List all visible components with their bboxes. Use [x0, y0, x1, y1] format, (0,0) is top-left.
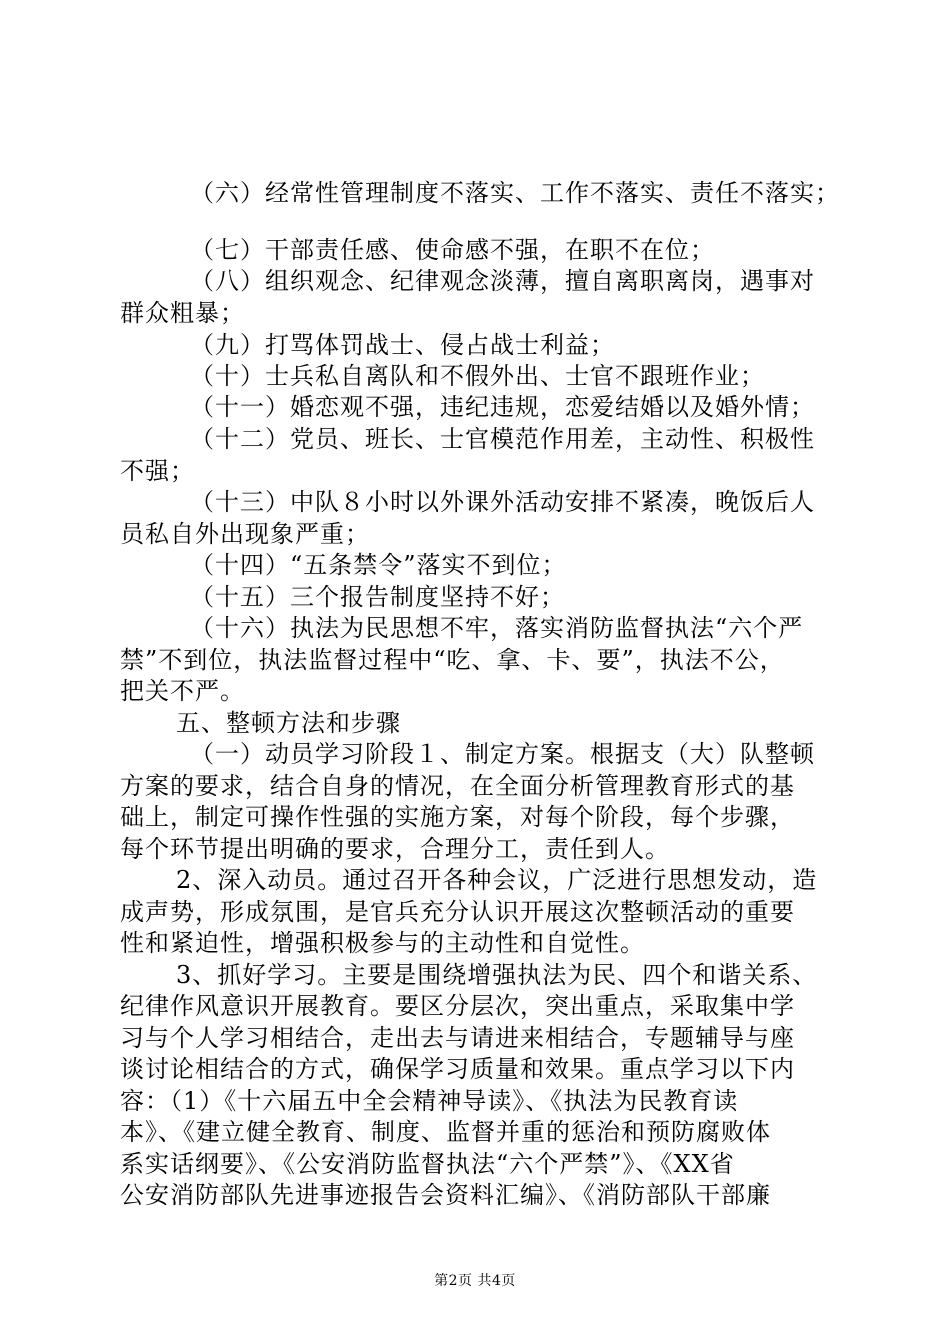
- text-line: 性和紧迫性，增强积极参与的主动性和自觉性。: [120, 929, 645, 957]
- text-line: 2、深入动员。通过召开各种会议，广泛进行思想发动，造: [176, 866, 818, 894]
- text-line: 容：（1）《十六届五中全会精神导读》、《执法为民教育读: [120, 1087, 739, 1115]
- text-line: 本》、《建立健全教育、制度、监督并重的惩治和预防腐败体: [120, 1118, 771, 1146]
- text-line: （十五）三个报告制度坚持不好；: [190, 583, 565, 611]
- text-line: 员私自外出现象严重；: [120, 520, 370, 548]
- text-line: 成声势，形成氛围，是官兵充分认识开展这次整顿活动的重要: [120, 898, 795, 926]
- text-line: （十一）婚恋观不强，违纪违规，恋爱结婚以及婚外情；: [190, 393, 815, 421]
- text-line: （九）打骂体罚战士、侵占战士利益；: [190, 331, 615, 359]
- text-line: （十六）执法为民思想不牢，落实消防监督执法“六个严: [190, 614, 804, 642]
- text-line: （七）干部责任感、使命感不强，在职不在位；: [190, 236, 715, 264]
- text-line: 不强；: [120, 457, 195, 485]
- section-heading: 五、整顿方法和步骤: [176, 709, 401, 737]
- text-line: 公安消防部队先进事迹报告会资料汇编》、《消防部队干部廉: [120, 1181, 771, 1209]
- text-line: （六）经常性管理制度不落实、工作不落实、责任不落实；: [190, 179, 840, 207]
- text-line: （十）士兵私自离队和不假外出、士官不跟班作业；: [190, 362, 765, 390]
- text-line: 习与个人学习相结合，走出去与请进来相结合，专题辅导与座: [120, 1024, 795, 1052]
- text-line: 方案的要求，结合自身的情况，在全面分析管理教育形式的基: [120, 772, 795, 800]
- text-line: 每个环节提出明确的要求，合理分工，责任到人。: [120, 835, 670, 863]
- text-line: 系实话纲要》、《公安消防监督执法“六个严禁”》、《XX省: [120, 1150, 735, 1178]
- text-line: 群众粗暴；: [120, 299, 245, 327]
- text-line: 禁”不到位，执法监督过程中“吃、拿、卡、要”，执法不公，: [120, 646, 785, 674]
- text-line: （一）动员学习阶段１、制定方案。根据支（大）队整顿: [190, 740, 815, 768]
- text-line: （八）组织观念、纪律观念淡薄，擅自离职离岗，遇事对: [190, 267, 815, 295]
- text-line: 3、抓好学习。主要是围绕增强执法为民、四个和谐关系、: [176, 961, 818, 989]
- text-line: （十二）党员、班长、士官模范作用差，主动性、积极性: [190, 425, 815, 453]
- text-line: （十三）中队８小时以外课外活动安排不紧凑，晚饭后人: [190, 488, 815, 516]
- text-line: 础上，制定可操作性强的实施方案，对每个阶段，每个步骤，: [120, 803, 795, 831]
- page-number: 第2页 共4页: [434, 1273, 516, 1289]
- text-line: 纪律作风意识开展教育。要区分层次，突出重点，采取集中学: [120, 992, 795, 1020]
- text-line: 把关不严。: [120, 677, 245, 705]
- text-line: 谈讨论相结合的方式，确保学习质量和效果。重点学习以下内: [120, 1055, 795, 1083]
- text-line: （十四）“五条禁令”落实不到位；: [190, 551, 567, 579]
